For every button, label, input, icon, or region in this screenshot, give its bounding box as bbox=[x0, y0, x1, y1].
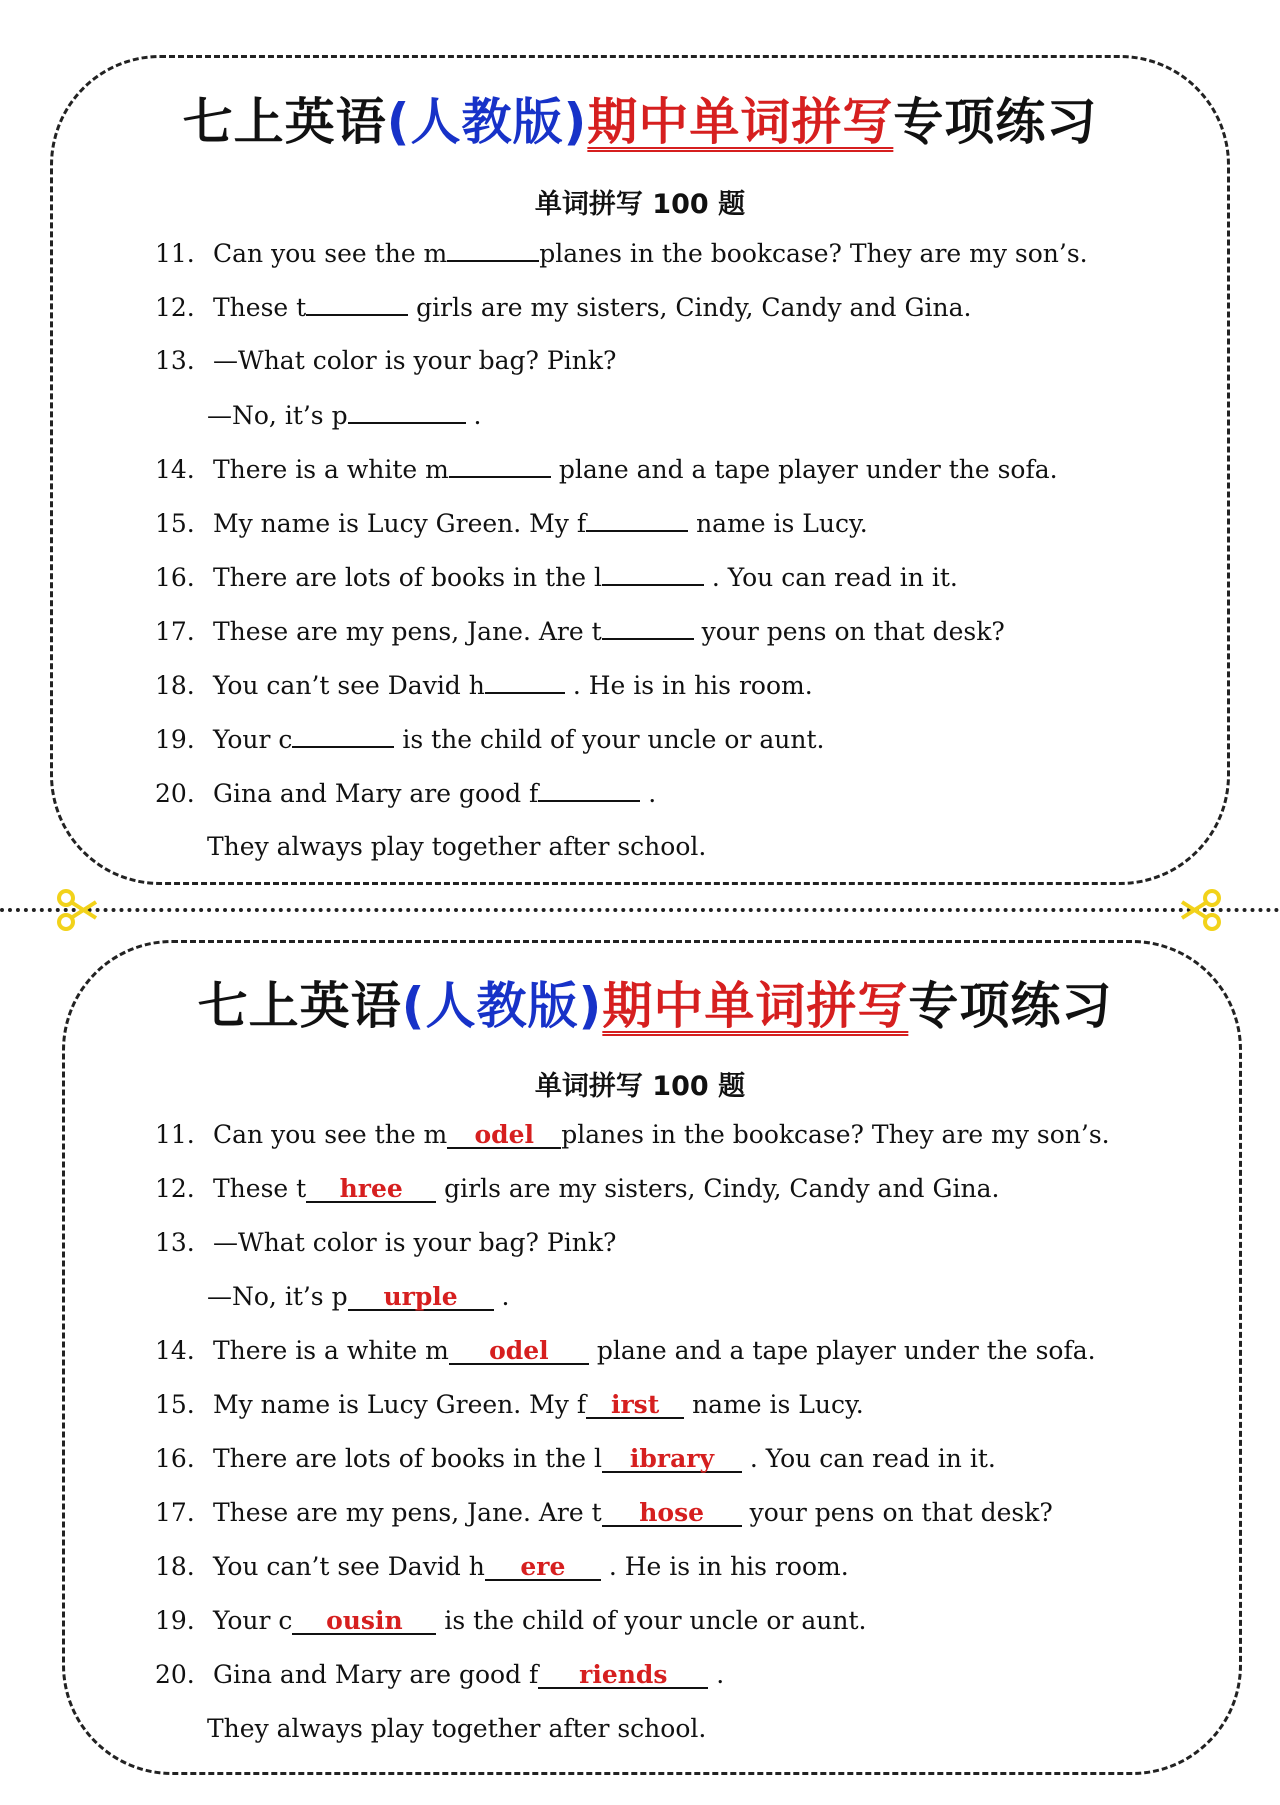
question-line: 14. There is a white m plane and a tape player under the sofa. bbox=[155, 455, 1058, 484]
answer-text: ibrary bbox=[602, 1447, 742, 1473]
title-part-grade: 七上英语 bbox=[182, 93, 387, 151]
question-line: 17. These are my pens, Jane. Are t your pens on that desk? bbox=[155, 617, 1005, 646]
title-part-edition: (人教版) bbox=[386, 93, 588, 151]
answer-text: odel bbox=[447, 1123, 561, 1149]
answer-text: irst bbox=[586, 1393, 684, 1419]
answer-line: 16. There are lots of books in the l ibrary . You can read in it. bbox=[155, 1444, 996, 1473]
question-line: —No, it’s p . bbox=[207, 401, 482, 430]
answer-line: 15. My name is Lucy Green. My f irst name is Lucy. bbox=[155, 1390, 864, 1419]
worksheet-subtitle: 单词拼写 100 题 bbox=[534, 189, 746, 220]
answer-line: 19. Your c ousin is the child of your uncle or aunt. bbox=[155, 1606, 867, 1635]
worksheet-subtitle: 单词拼写 100 题 bbox=[534, 1071, 746, 1102]
scissors-icon bbox=[1178, 888, 1222, 932]
answer-text: odel bbox=[449, 1339, 589, 1365]
question-line: 11. Can you see the m planes in the bookcase? They are my son’s. bbox=[155, 239, 1088, 268]
answer-line: They always play together after school. bbox=[207, 1714, 707, 1743]
title-part-topic: 期中单词拼写 bbox=[602, 977, 909, 1035]
title-part-topic: 期中单词拼写 bbox=[587, 93, 894, 151]
cut-line-divider bbox=[0, 908, 1280, 912]
question-line: 18. You can’t see David h . He is in his room. bbox=[155, 671, 813, 700]
title-part-practice: 专项练习 bbox=[908, 977, 1113, 1035]
answer-line: 18. You can’t see David h ere . He is in his room. bbox=[155, 1552, 849, 1581]
answer-line: 17. These are my pens, Jane. Are t hose your pens on that desk? bbox=[155, 1498, 1053, 1527]
title-part-grade: 七上英语 bbox=[197, 977, 402, 1035]
answer-line: 12. These t hree girls are my sisters, Cindy, Candy and Gina. bbox=[155, 1174, 1000, 1203]
answer-line: 20. Gina and Mary are good f riends . bbox=[155, 1660, 725, 1689]
title-part-edition: (人教版) bbox=[401, 977, 603, 1035]
answer-text: urple bbox=[348, 1285, 494, 1311]
answer-line: 14. There is a white m odel plane and a tape player under the sofa. bbox=[155, 1336, 1096, 1365]
answer-text: hree bbox=[306, 1177, 436, 1203]
worksheet-title bbox=[0, 82, 1280, 154]
answer-text: hose bbox=[602, 1501, 742, 1527]
answer-line: —No, it’s p urple . bbox=[207, 1282, 510, 1311]
answer-line: 13. —What color is your bag? Pink? bbox=[155, 1228, 617, 1257]
question-line: 16. There are lots of books in the l . You can read in it. bbox=[155, 563, 958, 592]
answer-text: riends bbox=[538, 1663, 708, 1689]
question-line: They always play together after school. bbox=[207, 832, 707, 861]
answer-text: ere bbox=[485, 1555, 601, 1581]
question-line: 15. My name is Lucy Green. My f name is Lucy. bbox=[155, 509, 868, 538]
title-part-practice: 专项练习 bbox=[893, 93, 1098, 151]
question-line: 19. Your c is the child of your uncle or aunt. bbox=[155, 725, 825, 754]
question-line: 13. —What color is your bag? Pink? bbox=[155, 346, 617, 375]
question-line: 20. Gina and Mary are good f . bbox=[155, 779, 657, 808]
scissors-icon bbox=[56, 888, 100, 932]
answer-text: ousin bbox=[292, 1609, 436, 1635]
question-line: 12. These t girls are my sisters, Cindy, Candy and Gina. bbox=[155, 293, 972, 322]
answer-line: 11. Can you see the m odel planes in the bookcase? They are my son’s. bbox=[155, 1120, 1110, 1149]
worksheet-title bbox=[0, 966, 1280, 1038]
